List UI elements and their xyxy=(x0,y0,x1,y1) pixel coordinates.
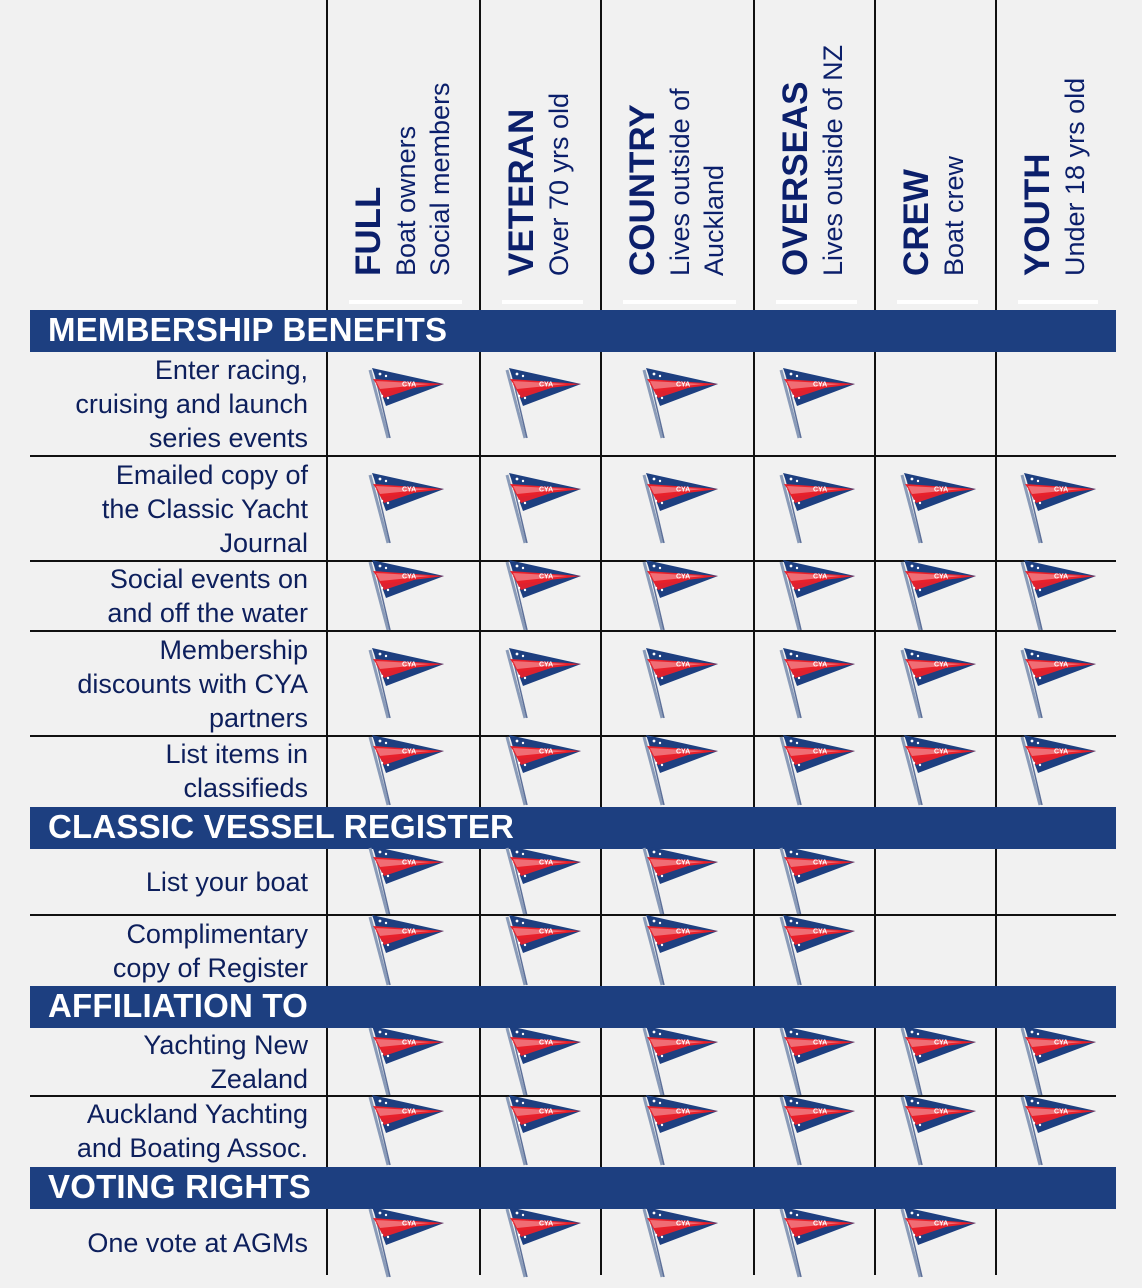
burgee-text: CYA xyxy=(401,1220,416,1228)
cya-burgee-icon xyxy=(364,362,448,446)
row-label xyxy=(30,1028,308,1096)
column-header-country xyxy=(623,0,754,300)
header-underline xyxy=(897,300,978,304)
cya-burgee-icon xyxy=(364,554,448,638)
cya-burgee-icon xyxy=(775,1201,859,1285)
burgee-text: CYA xyxy=(1054,661,1069,668)
row-label-text xyxy=(87,1226,308,1260)
cya-burgee-icon xyxy=(501,642,585,726)
cya-burgee-icon xyxy=(364,729,448,813)
burgee-text: CYA xyxy=(675,1220,690,1228)
row-label xyxy=(30,456,308,561)
header-underline xyxy=(776,300,857,304)
burgee-text: CYA xyxy=(401,486,416,493)
column-subtitle: Lives outside of NZ xyxy=(818,44,848,276)
column-header-text xyxy=(776,0,875,280)
column-subtitle: Social members xyxy=(425,82,455,276)
cya-burgee-icon xyxy=(775,467,859,551)
section-header: MEMBERSHIP BENEFITS xyxy=(30,310,1116,352)
header-underline xyxy=(349,300,462,304)
row-label xyxy=(30,631,308,736)
label-line: Social events on xyxy=(109,564,308,594)
row-label-text xyxy=(77,633,308,735)
cya-burgee-icon xyxy=(775,729,859,813)
burgee-text: CYA xyxy=(538,1220,553,1228)
column-subtitle: Auckland xyxy=(699,164,729,276)
label-line: discounts with CYA xyxy=(77,668,308,699)
cya-burgee-icon xyxy=(501,467,585,551)
cya-burgee-icon xyxy=(1016,1089,1100,1173)
column-header-text xyxy=(897,0,996,280)
burgee-text: CYA xyxy=(1054,573,1069,581)
row-label-text xyxy=(102,458,308,560)
label-line: series events xyxy=(148,423,308,453)
column-subtitle: Lives outside of xyxy=(665,88,695,276)
label-line: and Boating Assoc. xyxy=(76,1133,308,1163)
burgee-text: CYA xyxy=(1054,486,1069,493)
column-header-text xyxy=(502,0,601,280)
row-label-text xyxy=(165,737,308,805)
cya-burgee-icon xyxy=(896,1201,980,1285)
burgee-text: CYA xyxy=(401,1039,416,1047)
row-label xyxy=(30,1209,308,1277)
cya-burgee-icon xyxy=(638,729,722,813)
label-line: Emailed copy of xyxy=(115,459,308,490)
label-line: the Classic Yacht xyxy=(101,493,308,524)
cya-burgee-icon xyxy=(896,642,980,726)
cya-burgee-icon xyxy=(775,554,859,638)
label-line: Zealand xyxy=(210,1064,308,1094)
burgee-text: CYA xyxy=(401,928,416,936)
row-label-text xyxy=(143,1028,308,1096)
cya-burgee-icon xyxy=(1016,467,1100,551)
section-header: CLASSIC VESSEL REGISTER xyxy=(30,807,1116,849)
cya-burgee-icon xyxy=(775,1089,859,1173)
burgee-text: CYA xyxy=(1054,748,1069,756)
cya-burgee-icon xyxy=(896,467,980,551)
column-header-text xyxy=(1018,0,1116,280)
cya-burgee-icon xyxy=(638,467,722,551)
header-underline xyxy=(502,300,583,304)
cya-burgee-icon xyxy=(1016,642,1100,726)
cya-burgee-icon xyxy=(638,554,722,638)
burgee-text: CYA xyxy=(1054,1108,1069,1116)
cya-burgee-icon xyxy=(638,1089,722,1173)
burgee-text: CYA xyxy=(538,1108,553,1116)
burgee-text: CYA xyxy=(401,661,416,668)
row-label xyxy=(30,736,308,806)
header-underline xyxy=(1018,300,1098,304)
column-divider xyxy=(326,0,328,1275)
cya-burgee-icon xyxy=(501,554,585,638)
label-line: and off the water xyxy=(107,598,308,628)
column-header-youth xyxy=(1018,0,1116,300)
label-line: classifieds xyxy=(183,773,308,803)
burgee-text: CYA xyxy=(812,928,827,936)
label-line: Enter racing, xyxy=(154,355,308,385)
cya-burgee-icon xyxy=(364,909,448,993)
burgee-text: CYA xyxy=(538,748,553,756)
column-title: FULL xyxy=(349,186,388,276)
burgee-text: CYA xyxy=(933,1039,948,1047)
burgee-text: CYA xyxy=(1054,1039,1069,1047)
column-title: OVERSEAS xyxy=(776,81,815,276)
label-line: List your boat xyxy=(145,867,308,897)
cya-burgee-icon xyxy=(364,467,448,551)
burgee-text: CYA xyxy=(812,661,827,668)
column-title: YOUTH xyxy=(1018,153,1057,276)
cya-burgee-icon xyxy=(775,362,859,446)
cya-burgee-icon xyxy=(1016,729,1100,813)
cya-burgee-icon xyxy=(638,362,722,446)
label-line: Complimentary xyxy=(126,919,308,949)
section-header: VOTING RIGHTS xyxy=(30,1167,1116,1209)
burgee-text: CYA xyxy=(401,1108,416,1116)
burgee-text: CYA xyxy=(675,661,690,668)
label-line: One vote at AGMs xyxy=(87,1228,308,1258)
row-label xyxy=(30,849,308,915)
burgee-text: CYA xyxy=(812,486,827,493)
burgee-text: CYA xyxy=(933,486,948,493)
burgee-text: CYA xyxy=(933,573,948,581)
label-line: List items in xyxy=(165,739,308,769)
burgee-text: CYA xyxy=(538,928,553,936)
cya-burgee-icon xyxy=(364,642,448,726)
burgee-text: CYA xyxy=(538,661,553,668)
row-label xyxy=(30,1096,308,1166)
burgee-text: CYA xyxy=(401,748,416,756)
row-label xyxy=(30,352,308,456)
burgee-text: CYA xyxy=(538,381,553,389)
burgee-text: CYA xyxy=(675,381,690,389)
column-header-crew xyxy=(897,0,996,300)
burgee-text: CYA xyxy=(675,486,690,493)
cya-burgee-icon xyxy=(775,642,859,726)
column-subtitle: Over 70 yrs old xyxy=(544,92,574,276)
label-line: Membership xyxy=(159,634,308,665)
column-title: VETERAN xyxy=(502,108,541,276)
cya-burgee-icon xyxy=(501,909,585,993)
column-title: CREW xyxy=(897,169,936,276)
column-header-overseas xyxy=(776,0,875,300)
burgee-text: CYA xyxy=(933,1220,948,1228)
burgee-text: CYA xyxy=(538,859,553,867)
row-label xyxy=(30,915,308,987)
burgee-text: CYA xyxy=(812,573,827,581)
cya-burgee-icon xyxy=(501,1089,585,1173)
cya-burgee-icon xyxy=(501,362,585,446)
burgee-text: CYA xyxy=(675,573,690,581)
header-underline xyxy=(623,300,736,304)
burgee-text: CYA xyxy=(812,381,827,389)
burgee-text: CYA xyxy=(812,1039,827,1047)
burgee-text: CYA xyxy=(812,748,827,756)
burgee-text: CYA xyxy=(675,928,690,936)
cya-burgee-icon xyxy=(501,729,585,813)
burgee-text: CYA xyxy=(401,381,416,389)
label-line: partners xyxy=(208,702,308,733)
burgee-text: CYA xyxy=(675,748,690,756)
burgee-text: CYA xyxy=(538,573,553,581)
row-label-text xyxy=(75,353,308,455)
column-header-text xyxy=(623,0,754,280)
burgee-text: CYA xyxy=(933,1108,948,1116)
label-line: Journal xyxy=(219,527,308,558)
cya-burgee-icon xyxy=(501,1201,585,1285)
cya-burgee-icon xyxy=(638,1201,722,1285)
burgee-text: CYA xyxy=(675,859,690,867)
label-line: copy of Register xyxy=(112,953,308,983)
column-header-veteran xyxy=(502,0,601,300)
burgee-text: CYA xyxy=(675,1108,690,1116)
cya-burgee-icon xyxy=(896,554,980,638)
section-header: AFFILIATION TO xyxy=(30,986,1116,1028)
column-header-text xyxy=(349,0,480,280)
column-subtitle: Boat crew xyxy=(939,155,969,276)
cya-burgee-icon xyxy=(364,1089,448,1173)
burgee-text: CYA xyxy=(538,1039,553,1047)
label-line: cruising and launch xyxy=(75,389,308,419)
row-label xyxy=(30,561,308,631)
cya-burgee-icon xyxy=(896,1089,980,1173)
burgee-text: CYA xyxy=(675,1039,690,1047)
column-subtitle: Boat owners xyxy=(391,125,421,276)
burgee-text: CYA xyxy=(812,1220,827,1228)
column-header-full xyxy=(349,0,480,300)
row-label-text xyxy=(107,562,308,630)
burgee-text: CYA xyxy=(401,859,416,867)
column-title: COUNTRY xyxy=(623,104,662,276)
label-line: Yachting New xyxy=(143,1030,308,1060)
cya-burgee-icon xyxy=(1016,554,1100,638)
cya-burgee-icon xyxy=(896,729,980,813)
label-line: Auckland Yachting xyxy=(86,1099,308,1129)
cya-burgee-icon xyxy=(775,909,859,993)
cya-burgee-icon xyxy=(364,1201,448,1285)
burgee-text: CYA xyxy=(538,486,553,493)
row-label-text xyxy=(113,917,308,985)
column-subtitle: Under 18 yrs old xyxy=(1060,77,1090,276)
burgee-text: CYA xyxy=(812,859,827,867)
burgee-text: CYA xyxy=(401,573,416,581)
cya-burgee-icon xyxy=(638,909,722,993)
burgee-text: CYA xyxy=(933,661,948,668)
cya-burgee-icon xyxy=(638,642,722,726)
burgee-text: CYA xyxy=(933,748,948,756)
burgee-text: CYA xyxy=(812,1108,827,1116)
row-label-text xyxy=(146,865,308,899)
row-label-text xyxy=(77,1097,308,1165)
